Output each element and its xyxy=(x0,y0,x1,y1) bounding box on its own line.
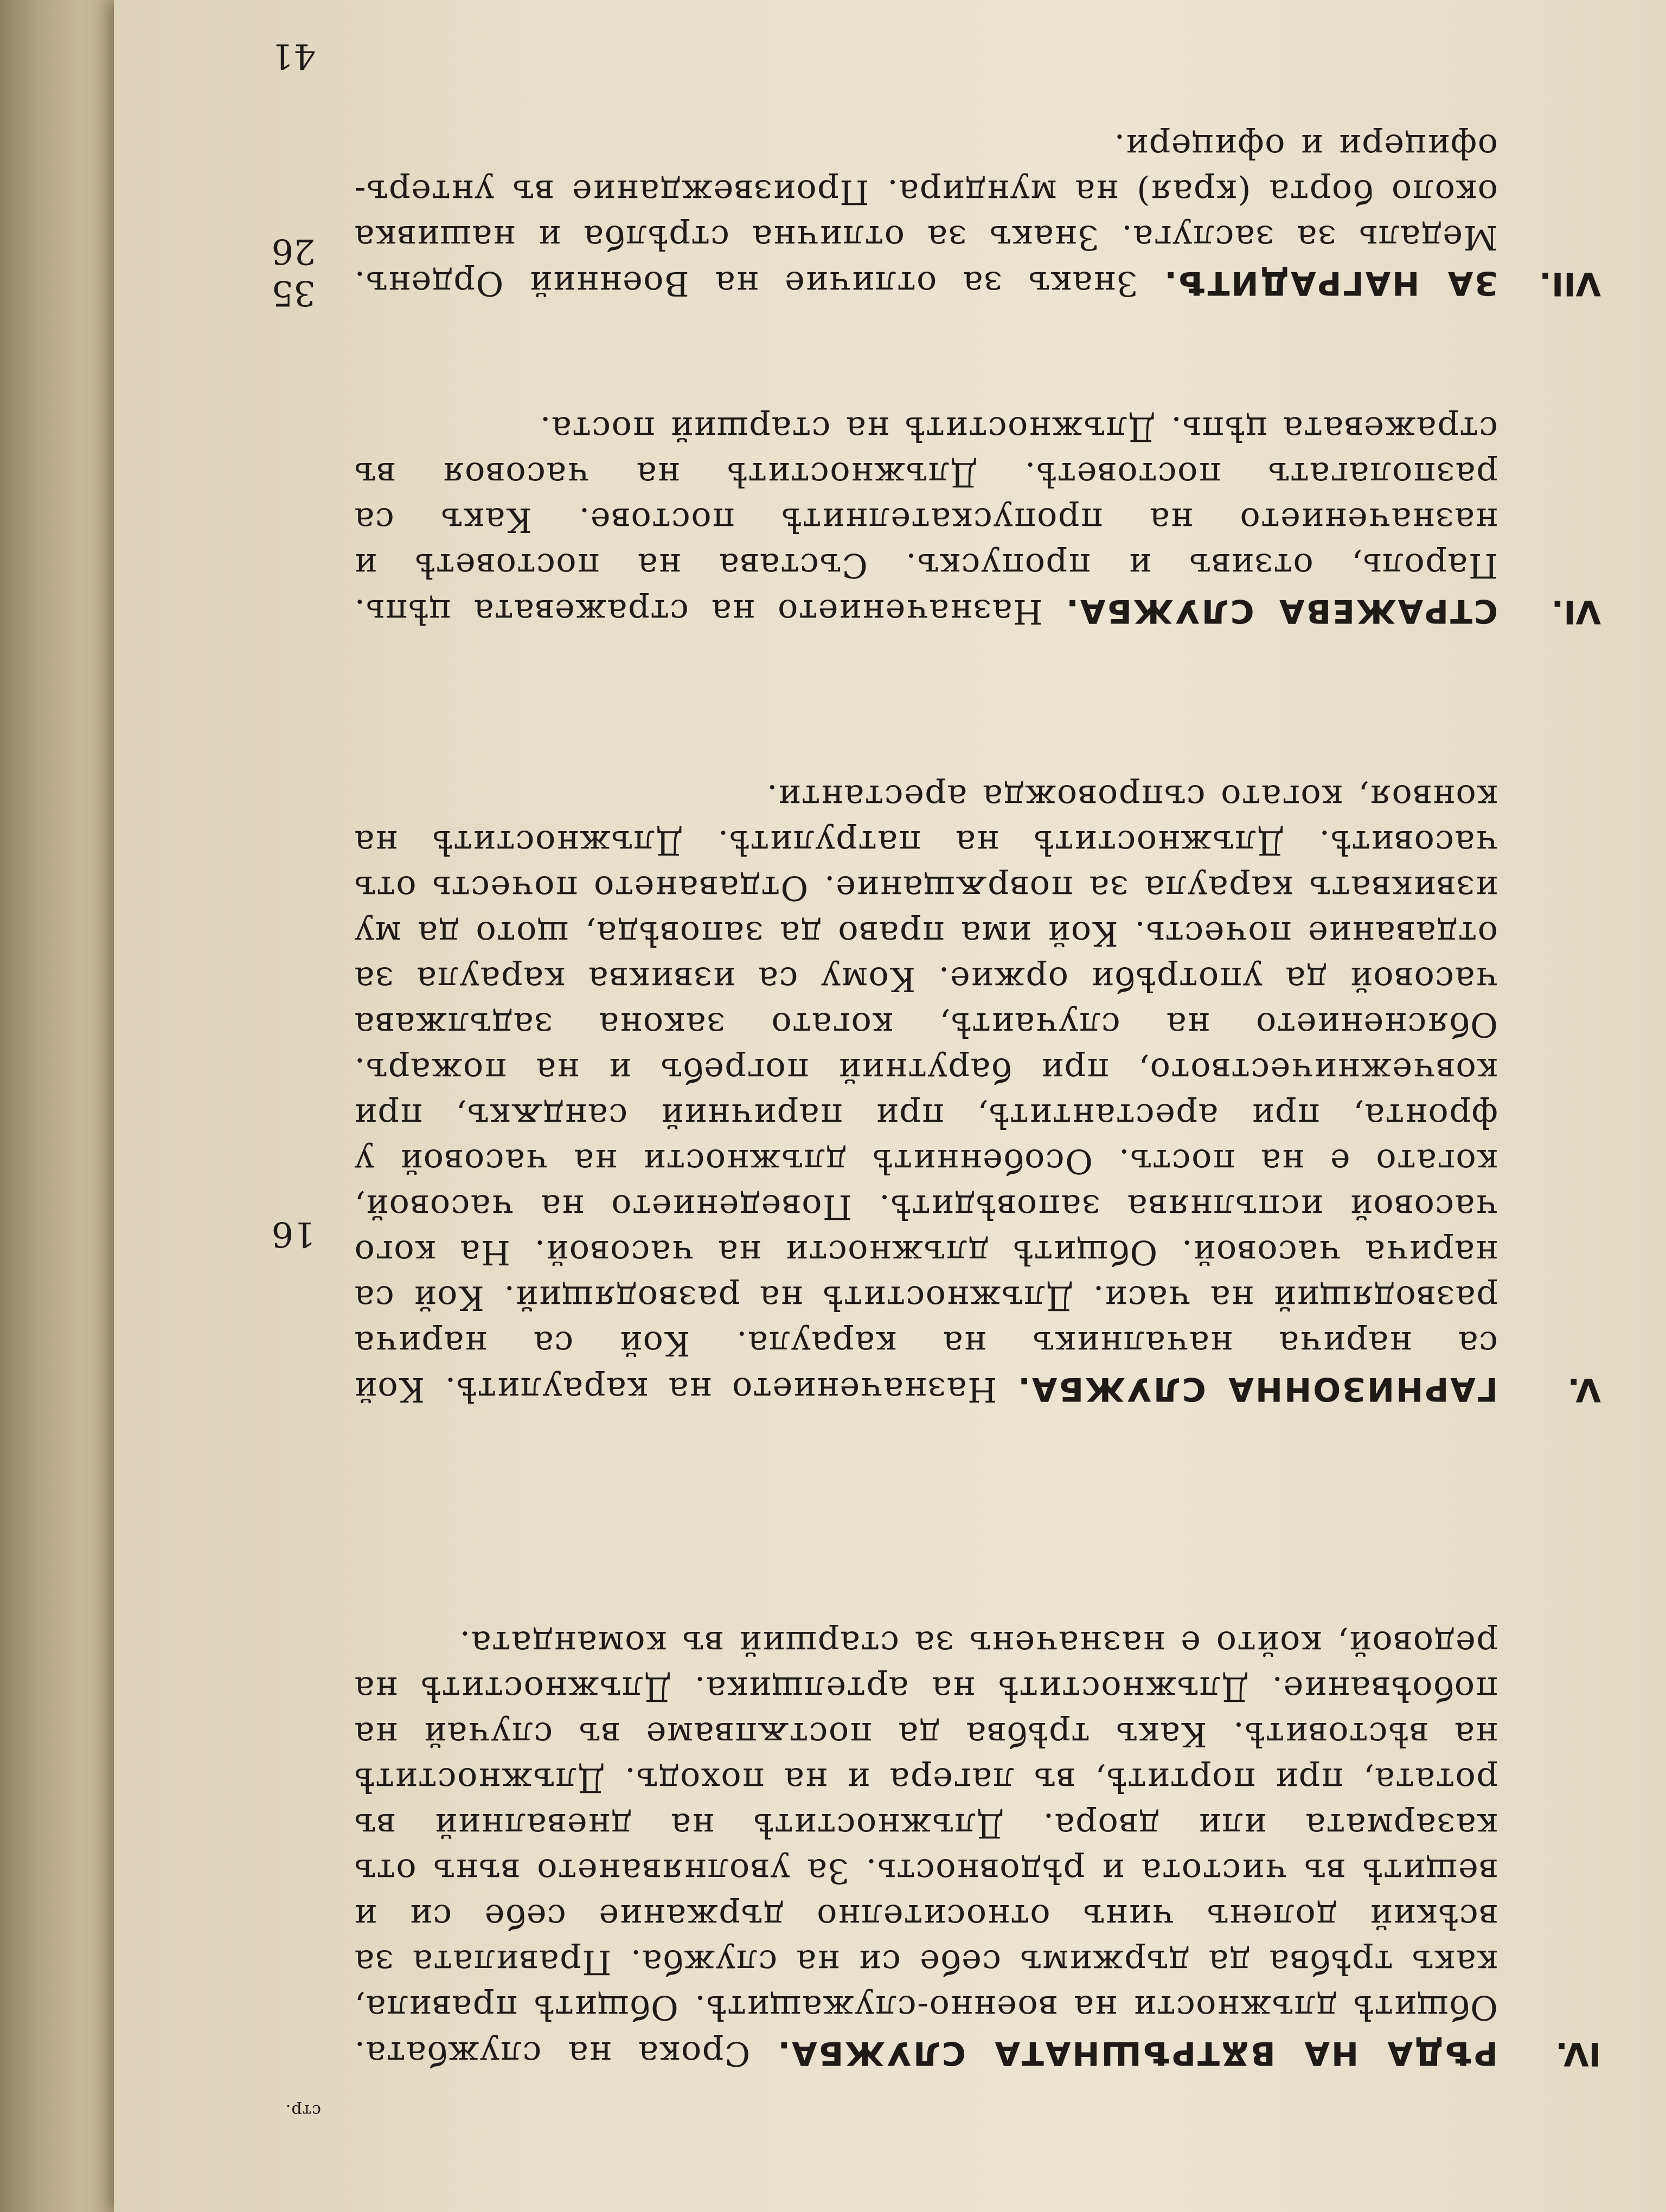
page-content-upside-down xyxy=(114,0,1666,2212)
toc-text: Знакъ за отличие на Военний Орденъ. Медаль за заслуга. Знакъ за отлична стрѣлба и нашивка около борта (края) на мундира. Произвеждание въ унтеръ-офицери и офицери. xyxy=(354,127,1498,304)
toc-text: Назначението на караулитѣ. Кой са нарича началникъ на караула. Кой са нарича разводящий на часи. Длъжноститѣ на разводящий. Кой са нарича часовой. Общитѣ длъжности на часовой. На кого часовой испълнява заповѣдитѣ. Поведението на часовой, когато е на постъ. Особеннитѣ длъжности на часовой у фронта, при арестантитѣ, при паричний сандѫкъ, при ковчежничеството, при барутний погребъ и на пожаръ. Обяснението на случаитѣ, когато закона задължава часовой да употрѣби оржие. Кому са извиква караула за отдавание почесть. Кой има право да заповѣда, щото да му извикватъ караула за поврѫщание. Отдаването почесть отъ часовитѣ. Длъжноститѣ на патрулитѣ. Длъжноститѣ на конвоя, когато съпровожда арестанти. xyxy=(354,777,1498,1410)
toc-heading: РѢДА НА ВѪТРѢШНАТА СЛУЖБА. xyxy=(776,2034,1498,2072)
toc-entry-vii xyxy=(245,36,1601,306)
toc-heading: СТРАЖЕВА СЛУЖБА. xyxy=(1065,592,1498,630)
toc-heading: ЗА НАГРАДИТѢ. xyxy=(1163,264,1498,302)
toc-text: Назначението на стражевата цѣпь. Пароль, отзивъ и пропускъ. Състава на постоветѣ и назначението на пропускателнитѣ постове. Какъ са разполагатъ постоветѣ. Длъжноститѣ на часовоя въ стражевата цѣпь. Длъжноститѣ на старший поста. xyxy=(354,409,1498,632)
toc-page-number: 41 xyxy=(271,36,316,76)
toc-body xyxy=(354,1621,1498,2076)
page-column-label: стр. xyxy=(285,2101,321,2120)
toc-heading: ГАРНИЗОННА СЛУЖБА. xyxy=(1016,1370,1498,1408)
toc-numeral: VI. xyxy=(1551,593,1601,631)
toc-page-number: 26 xyxy=(271,231,316,271)
toc-body xyxy=(354,406,1498,634)
toc-numeral: VII. xyxy=(1539,265,1601,303)
toc-body xyxy=(354,124,1498,306)
toc-numeral: IV. xyxy=(1555,2035,1601,2073)
toc-page-number: 16 xyxy=(271,1214,316,1254)
toc-body xyxy=(354,774,1498,1412)
toc-numeral: V. xyxy=(1567,1371,1601,1409)
book-page xyxy=(114,0,1666,2212)
toc-page-number: 35 xyxy=(271,273,316,313)
toc-text: Срока на службата. Общитѣ длъжности на военно-служащитѣ. Общитѣ правила, какъ трѣбва да държимъ себе си на служба. Правилата за всѣкий доленъ чинъ относително държание себе си и вещитѣ въ чистота и рѣдовность. За уволняването вънъ отъ казармата или двора. Длъжноститѣ на дневалний въ ротата, при портитѣ, въ лагера и на походъ. Длъжноститѣ на вѣстовитѣ. Какъ трѣбва да постѫпваме въ случай на побоѣвание. Длъжноститѣ на артелщика. Длъжноститѣ на редовой, който е назначенъ за старший въ командата. xyxy=(354,1624,1498,2074)
